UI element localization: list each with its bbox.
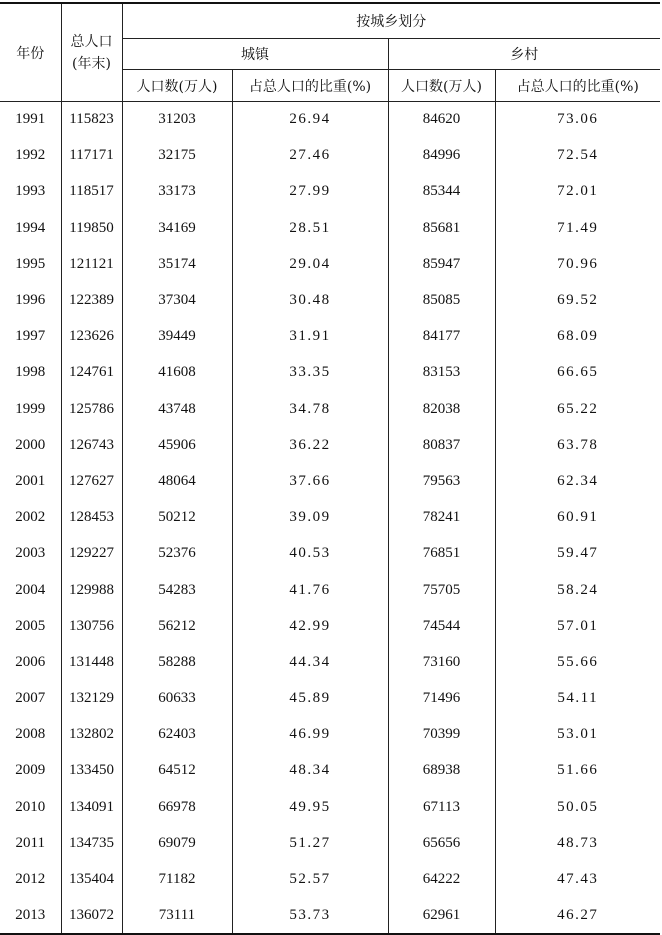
header-urban-pop: 人口数(万人) [122, 70, 232, 102]
cell-urban-share: 44.34 [232, 644, 388, 680]
header-urban-share: 占总人口的比重(%) [232, 70, 388, 102]
cell-rural-population: 84996 [388, 138, 495, 174]
cell-year: 2004 [15, 581, 46, 598]
cell-urban-population: 45906 [122, 427, 232, 463]
cell-rural-share: 66.65 [495, 355, 660, 391]
cell-rural-share: 65.22 [495, 391, 660, 427]
table-row [0, 825, 660, 861]
cell-total-population: 128453 [61, 500, 122, 536]
cell-year: 1991 [15, 111, 46, 128]
cell-urban-population: 62403 [122, 717, 232, 753]
cell-total-population: 133450 [61, 753, 122, 789]
cell-year: 2011 [15, 834, 45, 851]
cell-year: 2002 [15, 509, 46, 526]
table-row [0, 500, 660, 536]
cell-urban-population: 48064 [122, 463, 232, 499]
cell-urban-share: 26.94 [232, 102, 388, 138]
cell-year: 2013 [0, 898, 61, 934]
cell-urban-population: 71182 [122, 861, 232, 897]
cell-total-population: 125786 [61, 391, 122, 427]
cell-urban-population: 52376 [122, 536, 232, 572]
cell-total-population: 118517 [61, 174, 122, 210]
cell-year: 1998 [15, 364, 46, 381]
cell-total-population: 132129 [61, 681, 122, 717]
cell-urban-share: 27.46 [232, 138, 388, 174]
cell-rural-share: 68.09 [495, 319, 660, 355]
cell-urban-share: 33.35 [232, 355, 388, 391]
cell-year: 2000 [15, 436, 46, 453]
cell-year: 1997 [15, 328, 46, 345]
cell-total-population: 123626 [61, 319, 122, 355]
cell-total-population: 117171 [61, 138, 122, 174]
cell-rural-population: 85344 [388, 174, 495, 210]
cell-total-population: 134735 [61, 825, 122, 861]
cell-total-population: 122389 [61, 282, 122, 318]
cell-year: 2001 [15, 472, 46, 489]
cell-total-population: 119850 [61, 210, 122, 246]
cell-urban-share: 31.91 [232, 319, 388, 355]
cell-rural-population: 85085 [388, 282, 495, 318]
cell-year: 1994 [15, 219, 46, 236]
cell-rural-share: 47.43 [495, 861, 660, 897]
header-rural-share: 占总人口的比重(%) [495, 70, 660, 102]
cell-year: 1992 [15, 147, 46, 164]
cell-rural-population: 78241 [388, 500, 495, 536]
cell-rural-population: 84620 [388, 102, 495, 138]
cell-urban-population: 43748 [122, 391, 232, 427]
cell-rural-population: 62961 [388, 898, 495, 934]
table-row [0, 608, 660, 644]
table-row [0, 898, 660, 934]
table-body [0, 102, 660, 934]
header-urban: 城镇 [122, 39, 388, 70]
cell-rural-population: 76851 [388, 536, 495, 572]
cell-urban-population: 69079 [122, 825, 232, 861]
cell-rural-population: 84177 [388, 319, 495, 355]
header-year: 年份 [0, 3, 61, 102]
table-row [0, 246, 660, 282]
cell-rural-population: 70399 [388, 717, 495, 753]
cell-total-population: 126743 [61, 427, 122, 463]
cell-urban-share: 52.57 [232, 861, 388, 897]
cell-rural-share: 50.05 [495, 789, 660, 825]
table-row [0, 138, 660, 174]
cell-rural-share: 70.96 [495, 246, 660, 282]
cell-urban-population: 41608 [122, 355, 232, 391]
cell-rural-population: 74544 [388, 608, 495, 644]
cell-year: 2003 [15, 545, 46, 562]
cell-rural-share: 59.47 [495, 536, 660, 572]
cell-rural-share: 62.34 [495, 463, 660, 499]
cell-year: 2005 [15, 617, 46, 634]
cell-urban-share: 48.34 [232, 753, 388, 789]
table-row [0, 681, 660, 717]
cell-year: 2008 [15, 726, 46, 743]
table-row [0, 463, 660, 499]
cell-rural-population: 75705 [388, 572, 495, 608]
table-row [0, 644, 660, 680]
cell-rural-population: 79563 [388, 463, 495, 499]
population-table [0, 2, 660, 935]
cell-total-population: 129227 [61, 536, 122, 572]
cell-total-population: 135404 [61, 861, 122, 897]
table-row [0, 391, 660, 427]
table-row [0, 102, 660, 138]
cell-urban-share: 36.22 [232, 427, 388, 463]
cell-urban-population: 34169 [122, 210, 232, 246]
cell-total-population: 131448 [61, 644, 122, 680]
table-row [0, 210, 660, 246]
cell-year: 1996 [15, 292, 46, 309]
cell-rural-share: 51.66 [495, 753, 660, 789]
cell-urban-share: 45.89 [232, 681, 388, 717]
cell-year: 2010 [15, 798, 46, 815]
cell-urban-population: 66978 [122, 789, 232, 825]
cell-urban-population: 37304 [122, 282, 232, 318]
cell-urban-share: 46.99 [232, 717, 388, 753]
cell-year: 1993 [15, 183, 46, 200]
table-row [0, 717, 660, 753]
cell-rural-share: 55.66 [495, 644, 660, 680]
cell-rural-population: 67113 [388, 789, 495, 825]
table-row [0, 355, 660, 391]
cell-urban-share: 29.04 [232, 246, 388, 282]
cell-rural-share: 72.01 [495, 174, 660, 210]
cell-rural-population: 71496 [388, 681, 495, 717]
cell-rural-share: 71.49 [495, 210, 660, 246]
cell-year: 2007 [15, 690, 46, 707]
cell-total-population: 121121 [61, 246, 122, 282]
table-row [0, 572, 660, 608]
cell-urban-share: 28.51 [232, 210, 388, 246]
cell-urban-share: 40.53 [232, 536, 388, 572]
cell-urban-share: 41.76 [232, 572, 388, 608]
header-rural-pop: 人口数(万人) [388, 70, 495, 102]
cell-urban-population: 50212 [122, 500, 232, 536]
cell-urban-share: 37.66 [232, 463, 388, 499]
cell-total-population: 132802 [61, 717, 122, 753]
table-row [0, 789, 660, 825]
cell-year: 2012 [15, 871, 46, 888]
cell-urban-share: 49.95 [232, 789, 388, 825]
cell-year: 2009 [15, 762, 46, 779]
cell-urban-population: 60633 [122, 681, 232, 717]
cell-urban-population: 33173 [122, 174, 232, 210]
cell-total-population: 115823 [61, 102, 122, 138]
cell-urban-share: 53.73 [232, 898, 388, 934]
header-rural: 乡村 [388, 39, 660, 70]
cell-year: 1995 [15, 255, 46, 272]
cell-total-population: 136072 [61, 898, 122, 934]
cell-rural-share: 73.06 [495, 102, 660, 138]
cell-rural-share: 57.01 [495, 608, 660, 644]
cell-urban-share: 34.78 [232, 391, 388, 427]
header-total-line2: (年末) [72, 55, 111, 72]
cell-urban-share: 30.48 [232, 282, 388, 318]
header-by-area: 按城乡划分 [122, 3, 660, 39]
cell-urban-population: 56212 [122, 608, 232, 644]
cell-rural-population: 85947 [388, 246, 495, 282]
cell-year: 1999 [15, 400, 46, 417]
cell-rural-share: 54.11 [495, 681, 660, 717]
cell-rural-population: 83153 [388, 355, 495, 391]
cell-total-population: 130756 [61, 608, 122, 644]
cell-rural-share: 48.73 [495, 825, 660, 861]
cell-urban-share: 27.99 [232, 174, 388, 210]
cell-rural-share: 53.01 [495, 717, 660, 753]
cell-rural-share: 60.91 [495, 500, 660, 536]
cell-urban-share: 39.09 [232, 500, 388, 536]
cell-rural-population: 64222 [388, 861, 495, 897]
cell-rural-population: 85681 [388, 210, 495, 246]
table-row [0, 753, 660, 789]
cell-rural-share: 72.54 [495, 138, 660, 174]
cell-total-population: 127627 [61, 463, 122, 499]
cell-total-population: 134091 [61, 789, 122, 825]
cell-urban-population: 32175 [122, 138, 232, 174]
cell-rural-share: 63.78 [495, 427, 660, 463]
cell-rural-share: 69.52 [495, 282, 660, 318]
cell-rural-share: 46.27 [495, 898, 660, 934]
table-header [0, 3, 660, 102]
table-row [0, 282, 660, 318]
cell-urban-population: 54283 [122, 572, 232, 608]
cell-rural-population: 68938 [388, 753, 495, 789]
cell-rural-population: 80837 [388, 427, 495, 463]
table-row [0, 427, 660, 463]
cell-rural-population: 65656 [388, 825, 495, 861]
header-total [61, 3, 122, 102]
header-total-line1: 总人口 [70, 33, 113, 50]
table-row [0, 174, 660, 210]
cell-urban-population: 64512 [122, 753, 232, 789]
cell-rural-population: 82038 [388, 391, 495, 427]
cell-year: 2006 [15, 653, 46, 670]
cell-urban-population: 39449 [122, 319, 232, 355]
cell-rural-population: 73160 [388, 644, 495, 680]
table-row [0, 536, 660, 572]
cell-total-population: 124761 [61, 355, 122, 391]
cell-urban-share: 42.99 [232, 608, 388, 644]
cell-urban-share: 51.27 [232, 825, 388, 861]
cell-total-population: 129988 [61, 572, 122, 608]
cell-rural-share: 58.24 [495, 572, 660, 608]
cell-urban-population: 35174 [122, 246, 232, 282]
table-row [0, 861, 660, 897]
cell-urban-population: 31203 [122, 102, 232, 138]
cell-urban-population: 73111 [122, 898, 232, 934]
table-row [0, 319, 660, 355]
cell-urban-population: 58288 [122, 644, 232, 680]
